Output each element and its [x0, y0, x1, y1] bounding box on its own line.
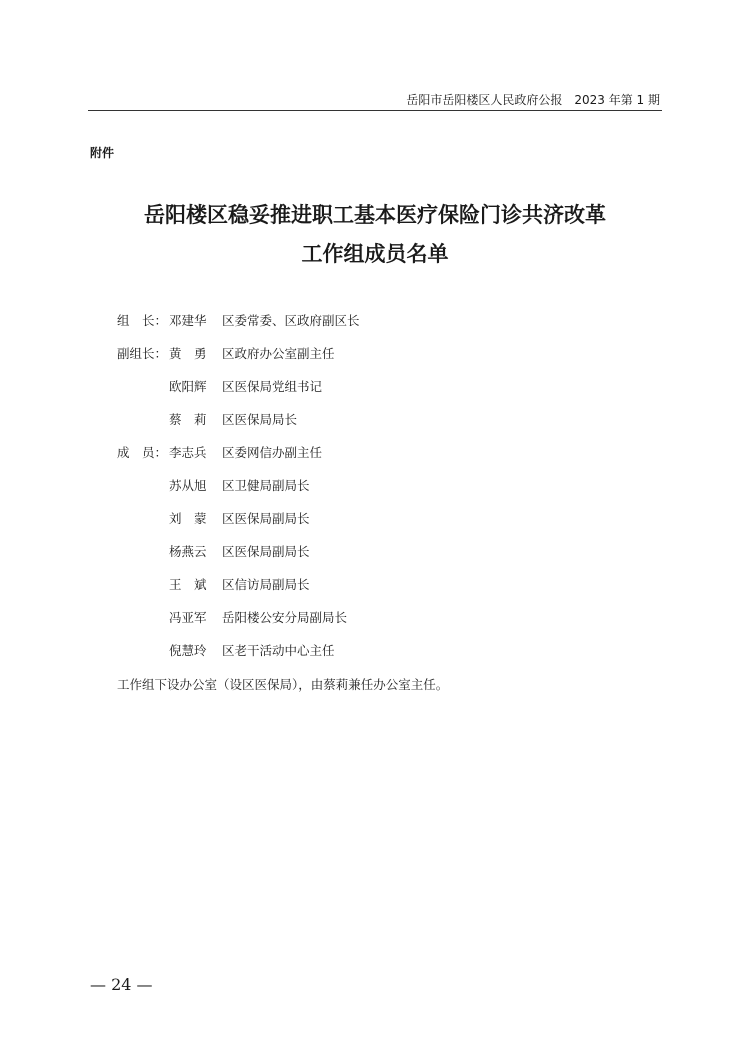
roster-position: 岳阳楼公安分局副局长 [222, 610, 348, 625]
roster-role: 成 员： [117, 445, 168, 460]
page-header [88, 92, 662, 111]
roster-name: 欧阳辉 [169, 379, 207, 394]
roster-position: 区医保局局长 [222, 412, 298, 427]
roster-position: 区委常委、区政府副区长 [222, 313, 360, 328]
roster-position: 区医保局党组书记 [222, 379, 323, 394]
roster-name: 冯亚军 [169, 610, 207, 625]
roster-name: 黄 勇 [169, 346, 207, 361]
roster-role: 组 长： [117, 313, 168, 328]
page-number: — 24 — [90, 975, 153, 994]
roster-name: 倪慧玲 [169, 643, 207, 658]
roster-position: 区卫健局副局长 [222, 478, 310, 493]
roster-name: 苏从旭 [169, 478, 207, 493]
document-title-line-2: 工作组成员名单 [301, 241, 449, 266]
roster-position: 区信访局副局长 [222, 577, 310, 592]
roster-name: 刘 蒙 [169, 511, 207, 526]
roster-position: 区老干活动中心主任 [222, 643, 335, 658]
roster-name: 蔡 莉 [169, 412, 207, 427]
document-title-line-1: 岳阳楼区稳妥推进职工基本医疗保险门诊共济改革 [144, 202, 606, 227]
roster-position: 区医保局副局长 [222, 511, 310, 526]
header-text: 岳阳市岳阳楼区人民政府公报 2023 年第 1 期 [406, 93, 660, 107]
roster-name: 杨燕云 [169, 544, 207, 559]
roster-name: 李志兵 [169, 445, 207, 460]
roster-position: 区政府办公室副主任 [222, 346, 335, 361]
attachment-label: 附件 [90, 146, 115, 160]
roster-name: 邓建华 [169, 313, 207, 328]
roster-role: 副组长： [117, 346, 168, 361]
office-note: 工作组下设办公室（设区医保局），由蔡莉兼任办公室主任。 [117, 677, 449, 692]
roster-position: 区委网信办副主任 [222, 445, 323, 460]
roster-position: 区医保局副局长 [222, 544, 310, 559]
roster-name: 王 斌 [169, 577, 207, 592]
